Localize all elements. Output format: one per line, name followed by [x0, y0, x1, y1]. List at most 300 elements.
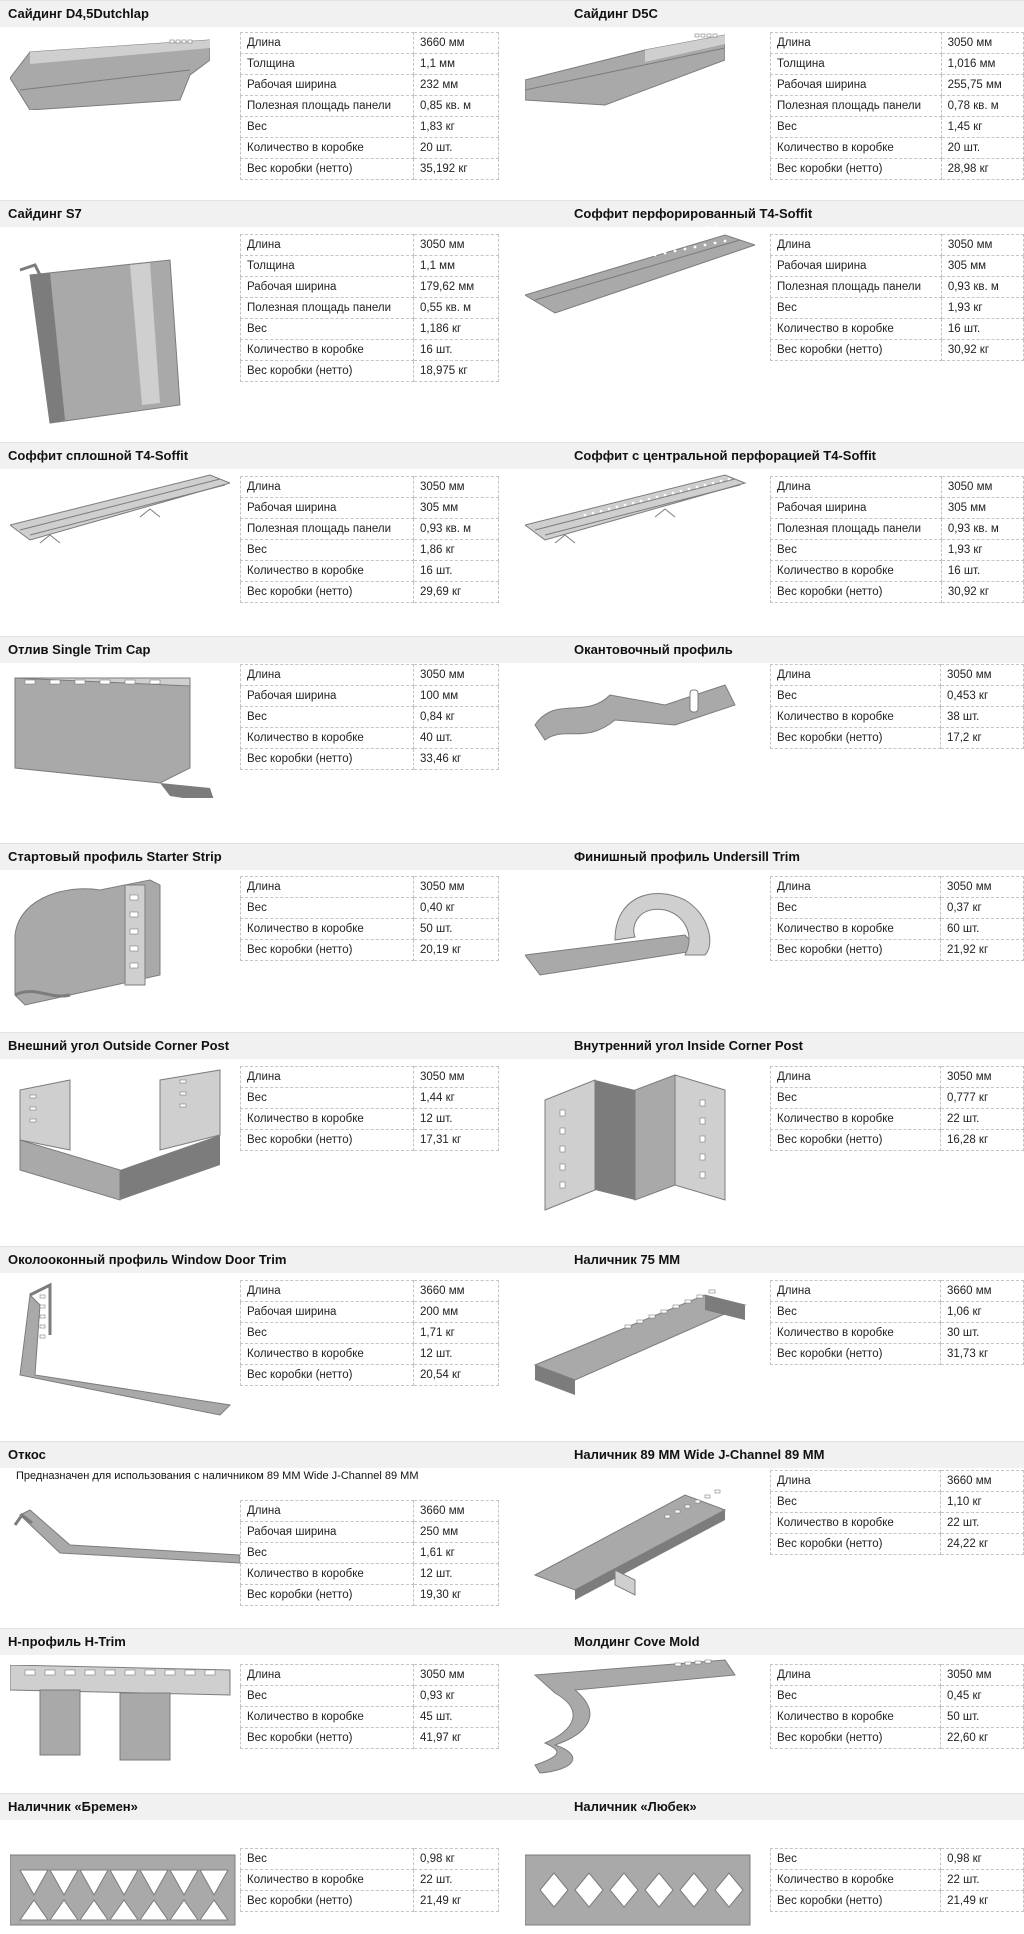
product-title: Финишный профиль Undersill Trim [574, 849, 800, 864]
spec-label: Длина [241, 665, 414, 686]
product-title: Наличник 75 ММ [574, 1252, 681, 1267]
spec-row [241, 159, 499, 180]
spec-table [770, 664, 1024, 749]
spec-label: Количество в коробке [241, 919, 414, 940]
spec-label: Рабочая ширина [771, 498, 942, 519]
h-trim-icon [10, 1665, 240, 1770]
spec-label: Рабочая ширина [241, 75, 414, 96]
spec-row [771, 235, 1024, 256]
spec-label: Количество в коробке [771, 1513, 941, 1534]
j-channel-75-icon [525, 1275, 755, 1440]
spec-value: 3050 мм [414, 1665, 499, 1686]
spec-row [241, 561, 499, 582]
product-title: Сайдинг S7 [8, 206, 82, 221]
spec-row [241, 1849, 499, 1870]
spec-row [771, 1849, 1024, 1870]
spec-value: 16,28 кг [940, 1130, 1023, 1151]
spec-label: Вес коробки (нетто) [241, 1365, 414, 1386]
single-trim-cap-icon [10, 668, 230, 803]
spec-value: 3050 мм [940, 1665, 1023, 1686]
spec-row [241, 686, 499, 707]
spec-value: 0,93 кв. м [941, 277, 1023, 298]
spec-row [771, 877, 1024, 898]
spec-row [241, 1564, 499, 1585]
spec-row [241, 1109, 499, 1130]
spec-table [240, 476, 499, 603]
spec-label: Длина [771, 1471, 941, 1492]
spec-value: 38 шт. [940, 707, 1023, 728]
spec-row [241, 582, 499, 603]
spec-label: Вес коробки (нетто) [771, 1728, 941, 1749]
spec-row [771, 1130, 1024, 1151]
spec-row [241, 1130, 499, 1151]
spec-value: 3660 мм [414, 1501, 499, 1522]
spec-label: Вес [771, 1492, 941, 1513]
product-title: Внешний угол Outside Corner Post [8, 1038, 230, 1053]
spec-label: Вес [771, 298, 942, 319]
spec-row [241, 477, 499, 498]
spec-value: 0,55 кв. м [414, 298, 499, 319]
spec-value: 0,78 кв. м [941, 96, 1023, 117]
spec-table [770, 234, 1024, 361]
spec-value: 1,016 мм [941, 54, 1023, 75]
spec-value: 22 шт. [940, 1109, 1023, 1130]
spec-label: Толщина [241, 256, 414, 277]
spec-value: 100 мм [414, 686, 499, 707]
spec-value: 30,92 кг [941, 582, 1023, 603]
spec-label: Длина [771, 33, 942, 54]
spec-row [771, 319, 1024, 340]
spec-value: 31,73 кг [940, 1344, 1023, 1365]
product-title: Наличник «Любек» [574, 1799, 697, 1814]
spec-table [770, 1848, 1024, 1912]
spec-label: Рабочая ширина [241, 686, 414, 707]
spec-label: Вес коробки (нетто) [241, 582, 414, 603]
spec-row [771, 898, 1024, 919]
spec-row [241, 877, 499, 898]
inside-corner-post-icon [525, 1060, 755, 1235]
spec-label: Вес [771, 1088, 941, 1109]
spec-value: 232 мм [414, 75, 499, 96]
spec-label: Количество в коробке [241, 728, 414, 749]
spec-table [770, 1280, 1024, 1365]
spec-label: Рабочая ширина [241, 1522, 414, 1543]
spec-label: Полезная площадь панели [241, 298, 414, 319]
spec-label: Рабочая ширина [771, 75, 942, 96]
section-header-band [0, 636, 1024, 663]
lubeck-trim-icon [525, 1845, 755, 1932]
spec-value: 0,40 кг [414, 898, 499, 919]
spec-value: 21,49 кг [941, 1891, 1024, 1912]
spec-label: Вес [241, 1323, 414, 1344]
spec-row [771, 540, 1024, 561]
spec-label: Вес коробки (нетто) [241, 361, 414, 382]
spec-value: 3050 мм [940, 665, 1023, 686]
product-title: Сайдинг D4,5Dutchlap [8, 6, 149, 21]
spec-value: 3050 мм [414, 235, 499, 256]
section-header-band [0, 1793, 1024, 1820]
window-door-trim-icon [10, 1275, 240, 1440]
spec-value: 35,192 кг [414, 159, 499, 180]
spec-row [771, 1344, 1024, 1365]
section-header-band [0, 1441, 1024, 1468]
spec-value: 255,75 мм [941, 75, 1023, 96]
spec-row [771, 75, 1024, 96]
spec-table [770, 1066, 1024, 1151]
spec-row [771, 1728, 1024, 1749]
spec-label: Рабочая ширина [771, 256, 942, 277]
spec-value: 0,98 кг [941, 1849, 1024, 1870]
spec-value: 0,45 кг [940, 1686, 1023, 1707]
spec-row [771, 665, 1024, 686]
spec-label: Вес [771, 540, 942, 561]
spec-value: 3660 мм [414, 33, 499, 54]
section-header-band [0, 200, 1024, 227]
product-title: Соффит сплошной T4-Soffit [8, 448, 189, 463]
spec-label: Толщина [241, 54, 414, 75]
spec-label: Длина [771, 1665, 941, 1686]
spec-row [241, 1870, 499, 1891]
spec-row [771, 298, 1024, 319]
spec-label: Вес коробки (нетто) [771, 340, 942, 361]
spec-row [771, 707, 1024, 728]
spec-label: Полезная площадь панели [241, 519, 414, 540]
spec-value: 24,22 кг [940, 1534, 1023, 1555]
spec-label: Количество в коробке [771, 138, 942, 159]
spec-value: 1,71 кг [414, 1323, 499, 1344]
undersill-trim-icon [525, 875, 755, 1020]
center-perforated-soffit-icon [525, 465, 755, 550]
product-title: Наличник 89 ММ Wide J-Channel 89 MM [574, 1447, 825, 1462]
spec-row [241, 277, 499, 298]
spec-row [241, 138, 499, 159]
spec-label: Вес коробки (нетто) [771, 1130, 941, 1151]
spec-row [241, 96, 499, 117]
spec-row [241, 1281, 499, 1302]
product-title: Сайдинг D5C [574, 6, 658, 21]
spec-value: 22 шт. [414, 1870, 499, 1891]
d5c-siding-panel-icon [525, 30, 725, 115]
spec-row [241, 519, 499, 540]
spec-value: 1,06 кг [940, 1302, 1023, 1323]
spec-value: 3660 мм [940, 1471, 1023, 1492]
spec-label: Вес [771, 117, 942, 138]
spec-value: 3050 мм [414, 877, 499, 898]
spec-row [241, 1302, 499, 1323]
spec-row [771, 477, 1024, 498]
spec-value: 41,97 кг [414, 1728, 499, 1749]
spec-value: 60 шт. [940, 919, 1023, 940]
spec-value: 0,37 кг [940, 898, 1023, 919]
spec-value: 28,98 кг [941, 159, 1023, 180]
spec-label: Длина [241, 477, 414, 498]
spec-value: 1,45 кг [941, 117, 1023, 138]
spec-value: 3050 мм [414, 477, 499, 498]
spec-row [771, 1067, 1024, 1088]
spec-label: Количество в коробке [241, 1870, 414, 1891]
spec-row [771, 1109, 1024, 1130]
spec-row [241, 33, 499, 54]
spec-label: Вес [771, 1302, 941, 1323]
spec-row [241, 665, 499, 686]
spec-row [241, 540, 499, 561]
solid-soffit-icon [10, 465, 230, 550]
spec-label: Длина [241, 235, 414, 256]
spec-value: 1,186 кг [414, 319, 499, 340]
spec-label: Длина [241, 1067, 414, 1088]
spec-value: 33,46 кг [414, 749, 499, 770]
spec-label: Вес [241, 540, 414, 561]
spec-row [771, 519, 1024, 540]
spec-row [771, 340, 1024, 361]
spec-table [240, 234, 499, 382]
spec-row [771, 256, 1024, 277]
spec-label: Количество в коробке [241, 138, 414, 159]
spec-label: Длина [771, 665, 941, 686]
spec-value: 0,85 кв. м [414, 96, 499, 117]
spec-label: Полезная площадь панели [771, 96, 942, 117]
spec-value: 17,31 кг [414, 1130, 499, 1151]
spec-table [240, 1664, 499, 1749]
spec-row [771, 1302, 1024, 1323]
spec-value: 3660 мм [940, 1281, 1023, 1302]
spec-label: Вес [771, 898, 941, 919]
spec-row [241, 75, 499, 96]
spec-table [770, 476, 1024, 603]
spec-row [241, 919, 499, 940]
spec-label: Длина [241, 1501, 414, 1522]
spec-value: 305 мм [941, 256, 1023, 277]
spec-label: Количество в коробке [241, 561, 414, 582]
spec-label: Полезная площадь панели [771, 519, 942, 540]
spec-row [241, 340, 499, 361]
product-title: Соффит перфорированный T4-Soffit [574, 206, 813, 221]
spec-table [240, 664, 499, 770]
spec-label: Рабочая ширина [241, 498, 414, 519]
spec-value: 1,44 кг [414, 1088, 499, 1109]
spec-value: 12 шт. [414, 1109, 499, 1130]
cove-mold-icon [525, 1655, 755, 1780]
spec-table [240, 1066, 499, 1151]
spec-value: 1,10 кг [940, 1492, 1023, 1513]
spec-value: 22 шт. [941, 1870, 1024, 1891]
spec-row [241, 298, 499, 319]
spec-value: 40 шт. [414, 728, 499, 749]
product-note: Предназначен для использования с наличником 89 MM Wide J-Channel 89 MM [16, 1470, 419, 1482]
spec-table [240, 32, 499, 180]
spec-label: Вес [241, 707, 414, 728]
spec-row [241, 235, 499, 256]
product-title: Окантовочный профиль [574, 642, 733, 657]
spec-label: Длина [771, 1067, 941, 1088]
spec-row [241, 1522, 499, 1543]
product-title: Околооконный профиль Window Door Trim [8, 1252, 287, 1267]
spec-row [241, 1728, 499, 1749]
spec-row [771, 919, 1024, 940]
spec-row [771, 277, 1024, 298]
spec-row [771, 1707, 1024, 1728]
spec-label: Вес коробки (нетто) [771, 582, 942, 603]
spec-row [241, 1707, 499, 1728]
spec-value: 305 мм [414, 498, 499, 519]
spec-value: 20,54 кг [414, 1365, 499, 1386]
spec-label: Вес [771, 1686, 941, 1707]
spec-table [240, 1848, 499, 1912]
spec-row [771, 96, 1024, 117]
spec-row [241, 1686, 499, 1707]
product-title: Молдинг Cove Mold [574, 1634, 700, 1649]
spec-value: 16 шт. [414, 561, 499, 582]
spec-label: Количество в коробке [771, 919, 941, 940]
spec-value: 0,453 кг [940, 686, 1023, 707]
bremen-trim-icon [10, 1845, 240, 1932]
spec-label: Вес [241, 117, 414, 138]
window-slope-icon [10, 1485, 240, 1610]
starter-strip-icon [10, 875, 240, 1020]
spec-value: 21,92 кг [940, 940, 1023, 961]
spec-row [241, 1088, 499, 1109]
section-header-band [0, 1628, 1024, 1655]
spec-label: Длина [771, 877, 941, 898]
spec-value: 45 шт. [414, 1707, 499, 1728]
spec-row [771, 159, 1024, 180]
spec-value: 1,1 мм [414, 54, 499, 75]
spec-table [770, 32, 1024, 180]
spec-value: 305 мм [941, 498, 1023, 519]
spec-row [771, 1686, 1024, 1707]
spec-value: 1,93 кг [941, 298, 1023, 319]
spec-label: Вес коробки (нетто) [241, 1130, 414, 1151]
spec-label: Количество в коробке [241, 340, 414, 361]
spec-label: Вес коробки (нетто) [241, 940, 414, 961]
spec-row [771, 138, 1024, 159]
spec-table [240, 1280, 499, 1386]
spec-value: 21,49 кг [414, 1891, 499, 1912]
spec-row [771, 728, 1024, 749]
spec-value: 17,2 кг [940, 728, 1023, 749]
spec-label: Рабочая ширина [241, 1302, 414, 1323]
wide-j-channel-89-icon [525, 1475, 755, 1615]
spec-value: 3050 мм [941, 33, 1023, 54]
spec-table [770, 1470, 1024, 1555]
spec-value: 179,62 мм [414, 277, 499, 298]
perforated-soffit-icon [525, 225, 755, 320]
spec-label: Количество в коробке [771, 1323, 941, 1344]
product-title: Откос [8, 1447, 46, 1462]
spec-value: 1,93 кг [941, 540, 1023, 561]
spec-label: Вес [771, 686, 941, 707]
spec-row [771, 33, 1024, 54]
spec-label: Длина [771, 1281, 941, 1302]
spec-label: Вес [771, 1849, 941, 1870]
spec-label: Вес коробки (нетто) [241, 1728, 414, 1749]
spec-label: Количество в коробке [771, 1707, 941, 1728]
spec-value: 0,84 кг [414, 707, 499, 728]
spec-row [241, 1344, 499, 1365]
spec-value: 30,92 кг [941, 340, 1023, 361]
spec-row [241, 707, 499, 728]
spec-label: Вес коробки (нетто) [771, 1891, 941, 1912]
spec-value: 0,777 кг [940, 1088, 1023, 1109]
spec-row [771, 1492, 1024, 1513]
spec-label: Длина [241, 1281, 414, 1302]
spec-value: 20 шт. [941, 138, 1023, 159]
spec-value: 16 шт. [414, 340, 499, 361]
spec-value: 50 шт. [414, 919, 499, 940]
spec-label: Длина [771, 477, 942, 498]
spec-label: Вес [241, 898, 414, 919]
spec-label: Длина [241, 877, 414, 898]
spec-value: 30 шт. [940, 1323, 1023, 1344]
spec-label: Вес коробки (нетто) [771, 1534, 941, 1555]
spec-value: 20,19 кг [414, 940, 499, 961]
spec-row [241, 1501, 499, 1522]
spec-value: 12 шт. [414, 1344, 499, 1365]
spec-label: Вес [241, 1543, 414, 1564]
spec-row [241, 1585, 499, 1606]
spec-value: 3660 мм [414, 1281, 499, 1302]
spec-label: Вес коробки (нетто) [241, 1891, 414, 1912]
spec-row [771, 582, 1024, 603]
spec-label: Количество в коробке [771, 1870, 941, 1891]
spec-value: 16 шт. [941, 561, 1023, 582]
spec-label: Количество в коробке [241, 1344, 414, 1365]
product-title: Соффит с центральной перфорацией T4-Soffit [574, 448, 877, 463]
spec-value: 12 шт. [414, 1564, 499, 1585]
spec-label: Рабочая ширина [241, 277, 414, 298]
spec-row [771, 117, 1024, 138]
spec-value: 1,86 кг [414, 540, 499, 561]
spec-row [241, 898, 499, 919]
spec-row [241, 1067, 499, 1088]
spec-row [771, 1891, 1024, 1912]
spec-value: 0,93 кг [414, 1686, 499, 1707]
spec-row [771, 940, 1024, 961]
dutchlap-siding-panel-icon [10, 30, 210, 115]
spec-label: Длина [241, 1665, 414, 1686]
s7-siding-panel-icon [10, 255, 210, 430]
spec-label: Количество в коробке [241, 1564, 414, 1585]
spec-value: 16 шт. [941, 319, 1023, 340]
product-title: Отлив Single Trim Cap [8, 642, 151, 657]
product-title: Стартовый профиль Starter Strip [8, 849, 222, 864]
spec-row [241, 54, 499, 75]
product-title: Наличник «Бремен» [8, 1799, 138, 1814]
spec-row [241, 1323, 499, 1344]
spec-value: 19,30 кг [414, 1585, 499, 1606]
spec-row [241, 940, 499, 961]
spec-row [241, 117, 499, 138]
spec-label: Толщина [771, 54, 942, 75]
spec-label: Вес [241, 1686, 414, 1707]
spec-row [241, 256, 499, 277]
spec-value: 20 шт. [414, 138, 499, 159]
spec-row [771, 561, 1024, 582]
spec-row [771, 1088, 1024, 1109]
spec-row [771, 1870, 1024, 1891]
spec-label: Вес коробки (нетто) [241, 749, 414, 770]
spec-value: 250 мм [414, 1522, 499, 1543]
spec-value: 50 шт. [940, 1707, 1023, 1728]
spec-label: Вес [241, 1088, 414, 1109]
spec-row [241, 1891, 499, 1912]
outside-corner-post-icon [10, 1060, 240, 1235]
spec-table [240, 1500, 499, 1606]
spec-label: Вес коробки (нетто) [241, 1585, 414, 1606]
spec-row [771, 1281, 1024, 1302]
edging-profile-icon [525, 665, 755, 790]
spec-row [241, 1543, 499, 1564]
